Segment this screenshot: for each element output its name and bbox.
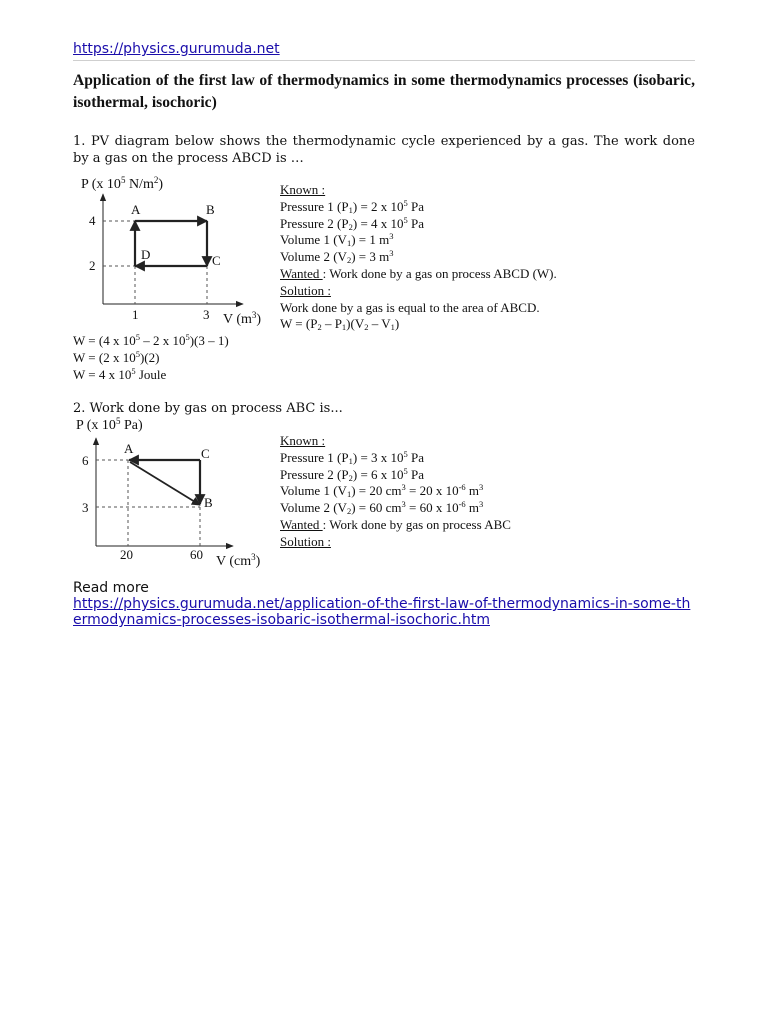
problem-2-known-section: [280, 433, 511, 551]
work-step-1: W = (4 x $10^5 - 2$ x $10^5)(3 - 1)$: [73, 332, 229, 348]
point-b: B: [206, 202, 215, 217]
known-label: Known :: [280, 433, 326, 448]
x-axis-label: V $(cm^3)$: [216, 552, 261, 569]
x-axis-label: V $(m^3)$: [223, 310, 262, 327]
x-tick-60: 60: [190, 547, 203, 562]
process-ab: [130, 462, 200, 505]
point-c: C: [212, 253, 221, 268]
solution-label: Solution :: [280, 282, 331, 298]
known-v1: Volume 1 $(V_1) = 1$ $m^3$: [280, 231, 394, 249]
known-p1: Pressure 1 $(P_1) = 3$ x $10^5$ Pa: [280, 448, 425, 466]
problem-2-question: 2. Work done by gas on process ABC is...: [73, 401, 343, 416]
y-tick-4: 4: [89, 213, 96, 228]
point-c: C: [201, 446, 210, 461]
known-p1: Pressure 1 $(P_1) = 2$ x $10^5$ Pa: [280, 197, 425, 215]
point-a: A: [131, 202, 141, 217]
problem-1-pv-diagram: [73, 172, 278, 332]
page-title: Application of the first law of thermodynamics in some thermodynamics processes (isobaric, isothermal, isochoric): [73, 72, 695, 111]
x-tick-1: 1: [132, 307, 139, 322]
known-label: Known :: [280, 182, 326, 197]
wanted-line: Wanted : Work done by gas on process ABC: [280, 516, 511, 532]
y-tick-6: 6: [82, 453, 89, 468]
x-tick-3: 3: [203, 307, 210, 322]
work-step-2: W = (2 x $10^5)(2)$: [73, 348, 160, 365]
solution-label: Solution :: [280, 533, 331, 549]
point-a: A: [124, 441, 134, 456]
wanted-line: Wanted : Work done by a gas on process ABCD (W).: [280, 265, 557, 281]
problem-1-known-section: [280, 182, 557, 333]
solution-formula: $W = (P_2 - P_1)(V_2 - V_1)$: [280, 316, 400, 333]
y-tick-3: 3: [82, 500, 89, 515]
read-more-link[interactable]: https://physics.gurumuda.net/application-of-the-first-law-of-thermodynamics-in-some-thermodynamics-processes-isobaric-isothermal-isochoric.htm: [73, 596, 691, 628]
known-v1: Volume 1 $(V_1) = 20$ $cm^3 = 20$ x $10^{-6}$ $m^3$: [280, 482, 484, 500]
known-v2: Volume 2 $(V_2) = 3$ $m^3$: [280, 248, 394, 266]
point-b: B: [204, 495, 213, 510]
y-axis-label: P (x $10^5$ $N/m^2$): [81, 175, 163, 192]
problem-2-pv-diagram: [73, 414, 278, 574]
work-step-3: W = 4 x $10^5$ Joule: [73, 365, 167, 382]
known-v2: Volume 2 $(V_2) = 60$ $cm^3 = 60$ x $10^{-6}$ $m^3$: [280, 499, 484, 517]
solution-line-1: Work done by a gas is equal to the area of ABCD.: [280, 299, 540, 315]
header-divider: [73, 60, 695, 61]
x-tick-20: 20: [120, 547, 133, 562]
problem-1-question: 1. PV diagram below shows the thermodynamic cycle experienced by a gas. The work done by a gas on the process ABCD is …: [73, 134, 695, 166]
known-p2: Pressure 2 $(P_2) = 4$ x $10^5$ Pa: [280, 214, 425, 232]
header-source-link[interactable]: https://physics.gurumuda.net: [73, 41, 280, 57]
problem-1-work-steps: [73, 333, 229, 383]
read-more-label: Read more: [73, 580, 149, 596]
y-axis-label: P (x $10^5$ Pa): [76, 416, 143, 433]
y-tick-2: 2: [89, 258, 96, 273]
point-d: D: [141, 247, 151, 262]
known-p2: Pressure 2 $(P_2) = 6$ x $10^5$ Pa: [280, 465, 425, 483]
